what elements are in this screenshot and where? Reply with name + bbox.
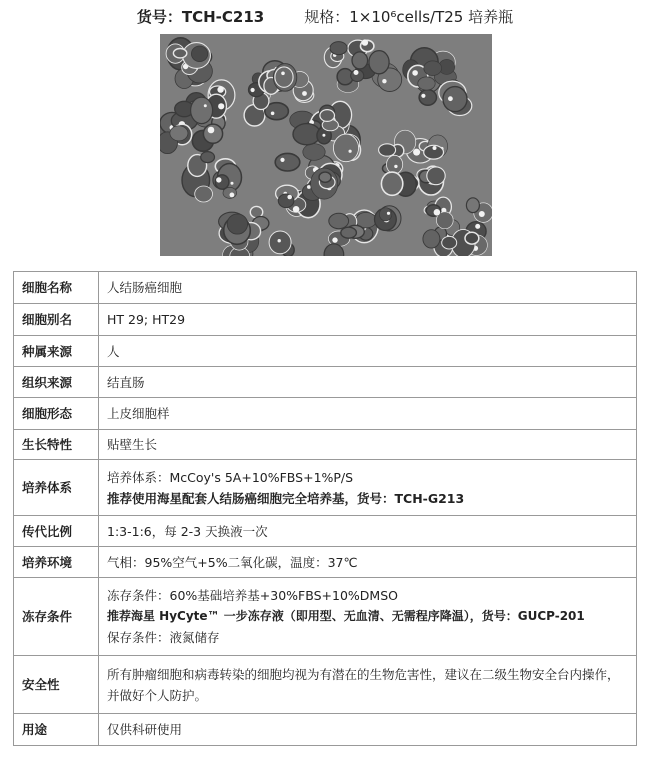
row-value: 上皮细胞样 (99, 398, 637, 430)
row-label: 组织来源 (14, 367, 99, 398)
table-row (14, 714, 637, 746)
table-row (14, 367, 637, 398)
row-label: 细胞形态 (14, 398, 99, 430)
cell-micrograph-icon (160, 34, 492, 256)
row-label: 用途 (14, 714, 99, 746)
row-value: 1:3-1:6，每 2-3 天换液一次 (99, 516, 637, 547)
table-row (14, 398, 637, 430)
row-label: 生长特性 (14, 430, 99, 460)
row-value: 贴壁生长 (99, 430, 637, 460)
table-row (14, 336, 637, 367)
table-row (14, 430, 637, 460)
row-value: 人 (99, 336, 637, 367)
row-label: 培养体系 (14, 460, 99, 516)
cell-micrograph-image (160, 34, 492, 256)
table-row (14, 460, 637, 516)
row-value: 培养体系：McCoy's 5A+10%FBS+1%P/S 推荐使用海星配套人结肠癌细胞完全培养基，货号：TCH-G213 (99, 460, 637, 516)
row-label: 细胞名称 (14, 272, 99, 304)
row-label: 冻存条件 (14, 578, 99, 656)
row-label: 传代比例 (14, 516, 99, 547)
row-value: 人结肠癌细胞 (99, 272, 637, 304)
row-label: 细胞别名 (14, 304, 99, 336)
row-label: 安全性 (14, 656, 99, 714)
product-header (0, 6, 650, 27)
row-label: 培养环境 (14, 547, 99, 578)
row-value: 结直肠 (99, 367, 637, 398)
row-value: 所有肿瘤细胞和病毒转染的细胞均视为有潜在的生物危害性，建议在二级生物安全台内操作，并做好个人防护。 (99, 656, 637, 714)
row-value: 冻存条件：60%基础培养基+30%FBS+10%DMSO 推荐海星 HyCyte™ 一步冻存液（即用型、无血清、无需程序降温），货号：GUCP-201 保存条件：液氮储存 (99, 578, 637, 656)
row-label: 种属来源 (14, 336, 99, 367)
spec-table (13, 271, 637, 746)
table-row (14, 656, 637, 714)
row-value: 仅供科研使用 (99, 714, 637, 746)
table-row (14, 547, 637, 578)
row-value: 气相：95%空气+5%二氧化碳，温度：37℃ (99, 547, 637, 578)
table-row (14, 304, 637, 336)
table-row (14, 578, 637, 656)
row-value: HT 29; HT29 (99, 304, 637, 336)
table-row (14, 516, 637, 547)
product-code: 货号：TCH-C213 (136, 8, 265, 26)
product-spec: 规格：1×10⁶cells/T25 培养瓶 (304, 8, 514, 26)
table-row (14, 272, 637, 304)
